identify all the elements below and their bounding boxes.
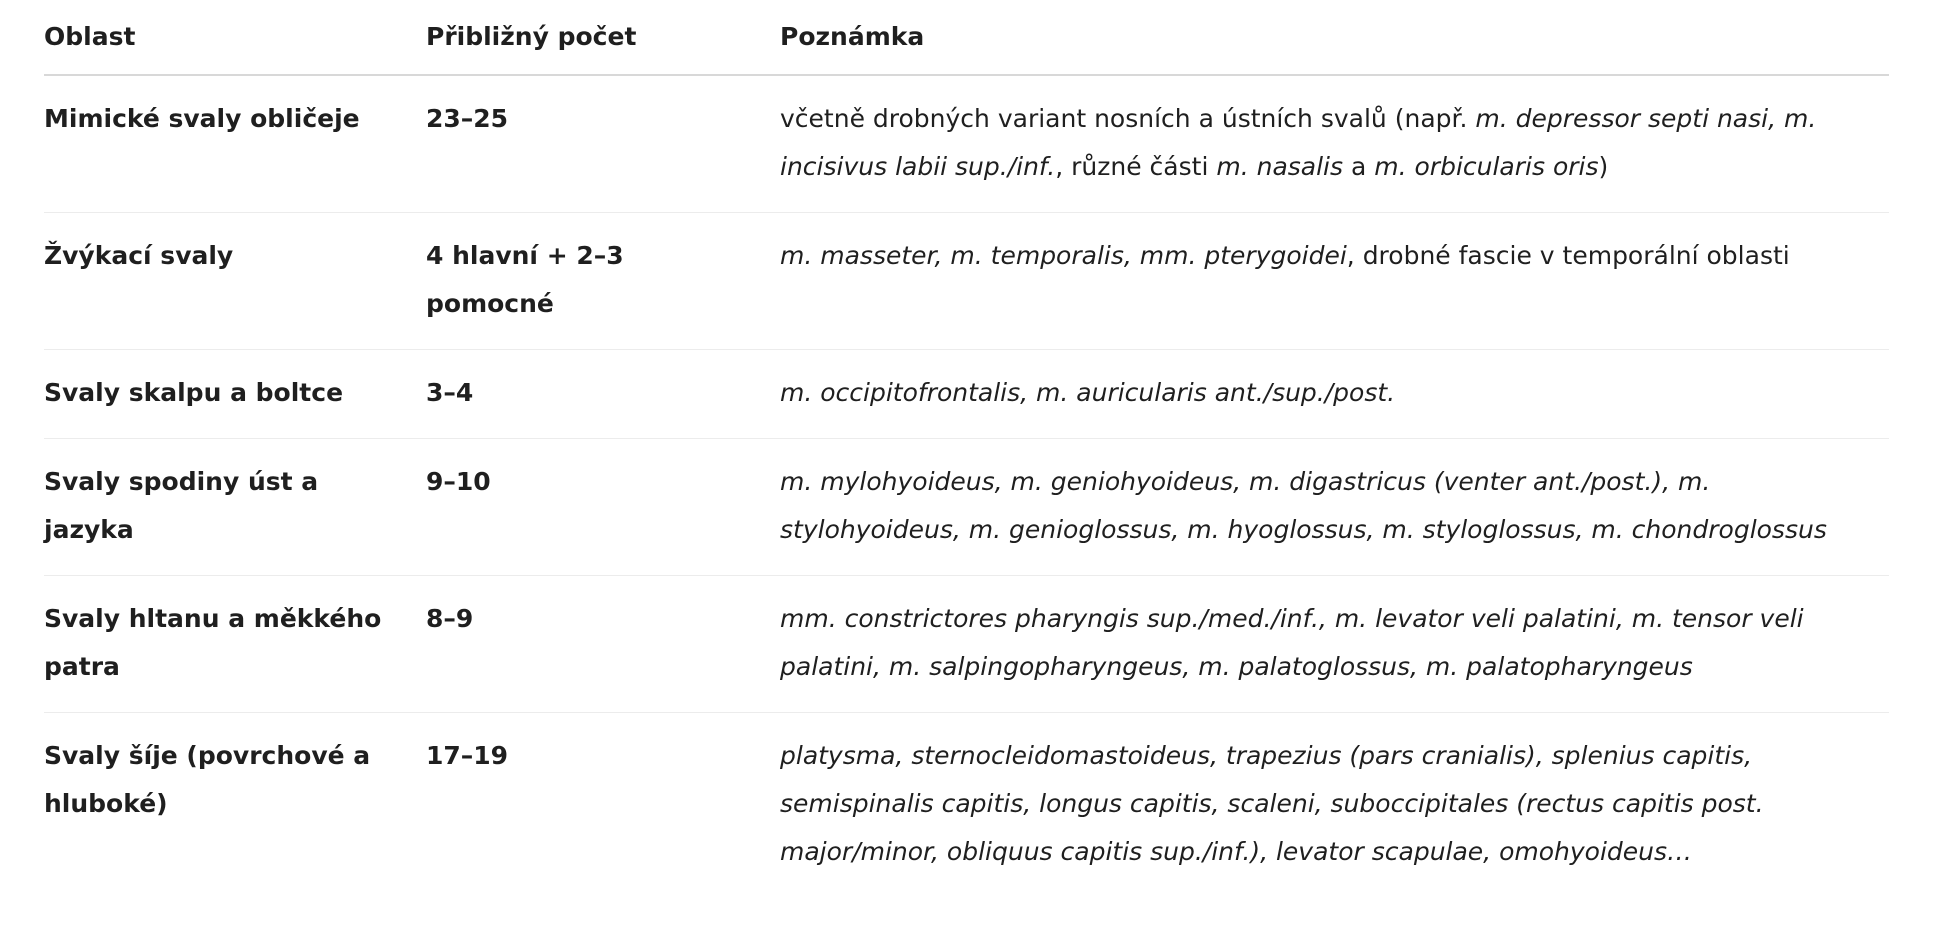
note-latin-term: m. depressor septi nasi, m. incisivus labii sup./inf. <box>780 104 1817 181</box>
table-row <box>44 75 1889 213</box>
note-latin-term: platysma, sternocleidomastoideus, trapezius (pars cranialis), splenius capitis, semispinalis capitis, longus capitis, scaleni, suboccipitales (rectus capitis post. major/minor, obliquus capitis sup./inf.), levator scapulae, omohyoideus… <box>780 741 1764 866</box>
cell-area: Svaly spodiny úst a jazyka <box>44 439 426 576</box>
cell-note <box>780 75 1889 213</box>
header-area: Oblast <box>44 0 426 75</box>
table-body <box>44 75 1889 897</box>
cell-area: Svaly šíje (povrchové a hluboké) <box>44 741 371 818</box>
header-row <box>44 0 1889 75</box>
cell-count: 4 hlavní + 2–3 pomocné <box>426 213 780 350</box>
note-text: a <box>1343 152 1375 181</box>
cell-count: 8–9 <box>426 576 780 713</box>
table-row <box>44 576 1889 713</box>
cell-area: Žvýkací svaly <box>44 213 426 350</box>
note-latin-term: m. nasalis <box>1216 152 1344 181</box>
note-latin-term: m. mylohyoideus, m. geniohyoideus, m. digastricus (venter ant./post.), m. stylohyoideus, m. genioglossus, m. hyoglossus, m. styloglossus, m. chondroglossus <box>780 467 1827 544</box>
note-text: , drobné fascie v temporální oblasti <box>1346 241 1790 270</box>
cell-count: 3–4 <box>426 350 780 439</box>
cell-note <box>780 350 1889 439</box>
note-latin-term: m. masseter, m. temporalis, mm. pterygoidei <box>780 241 1347 270</box>
note-latin-term: m. occipitofrontalis, m. auricularis ant./sup./post. <box>780 378 1396 407</box>
note-text: , různé části <box>1055 152 1217 181</box>
cell-note <box>780 439 1889 576</box>
cell-note <box>780 213 1889 350</box>
cell-count: 23–25 <box>426 75 780 213</box>
note-text: včetně drobných variant nosních a ústních svalů (např. <box>780 104 1476 133</box>
note-latin-term: mm. constrictores pharyngis sup./med./inf., m. levator veli palatini, m. tensor veli palatini, m. salpingopharyngeus, m. palatoglossus, m. palatopharyngeus <box>780 604 1804 681</box>
note-text: ) <box>1598 152 1609 181</box>
cell-area: Svaly hltanu a měkkého patra <box>44 576 426 713</box>
header-note: Poznámka <box>780 0 1889 75</box>
table-row <box>44 439 1889 576</box>
cell-count: 17–19 <box>426 741 509 770</box>
table-header <box>44 0 1889 75</box>
cell-note <box>780 713 1889 898</box>
table-row <box>44 713 1889 898</box>
cell-note <box>780 576 1889 713</box>
cell-area: Mimické svaly obličeje <box>44 75 426 213</box>
cell-area: Svaly skalpu a boltce <box>44 350 426 439</box>
table-row <box>44 213 1889 350</box>
cell-count: 9–10 <box>426 439 780 576</box>
muscle-table <box>44 0 1889 897</box>
muscle-table-container <box>44 0 1889 897</box>
header-count: Přibližný počet <box>426 0 780 75</box>
note-latin-term: m. orbicularis oris <box>1374 152 1599 181</box>
table-row <box>44 350 1889 439</box>
